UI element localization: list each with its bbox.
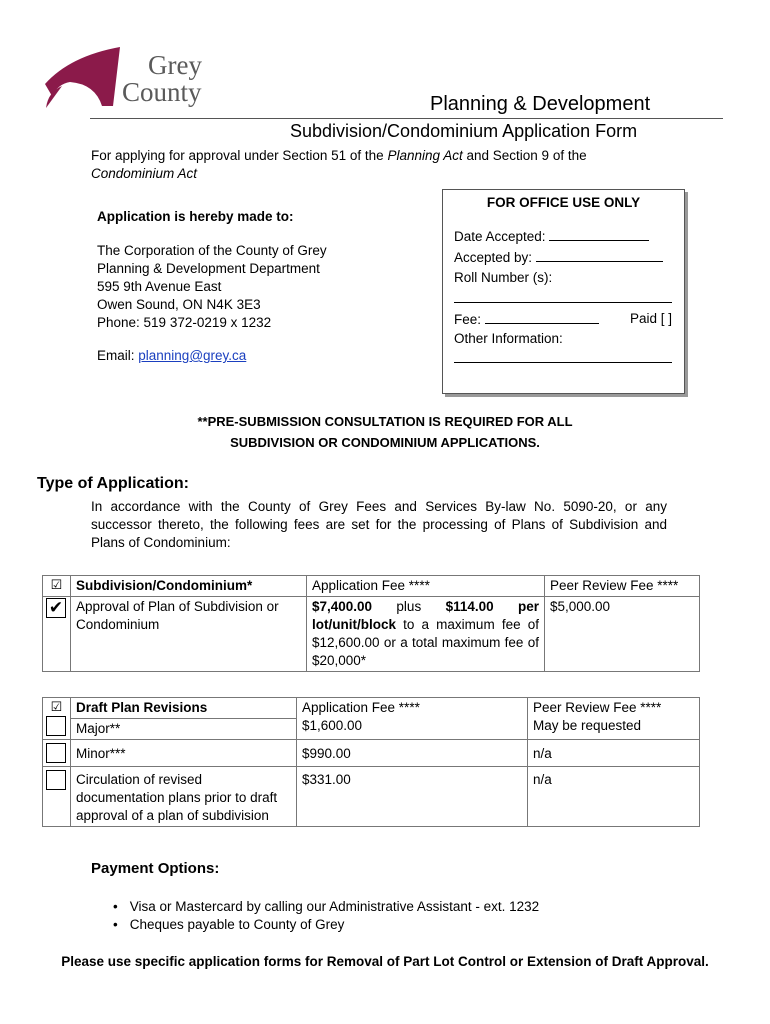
row-peer: n/a	[528, 767, 700, 827]
other-information-blank[interactable]	[454, 350, 672, 366]
list-item: • Visa or Mastercard by calling our Administrative Assistant - ext. 1232	[113, 898, 539, 916]
type-of-application-text: In accordance with the County of Grey Fees and Services By-law No. 5090-20, or any successor thereto, the following fees are set for the processing of Plans of Subdivision and Plans of Condominium:	[91, 499, 667, 550]
payment-options-heading: Payment Options:	[91, 860, 220, 877]
minor-checkbox[interactable]	[46, 743, 66, 763]
fee-field[interactable]: Fee: Paid [ ]	[454, 311, 672, 327]
row-fee: $331.00	[297, 767, 528, 827]
row-item: Approval of Plan of Subdivision or Condominium	[71, 597, 307, 672]
logo-text-county: County	[122, 77, 202, 107]
roll-number-field[interactable]: Roll Number (s):	[454, 270, 553, 285]
row-fee: Application Fee **** $1,600.00	[297, 698, 528, 740]
presubmission-notice: **PRE-SUBMISSION CONSULTATION IS REQUIRED FOR ALL SUBDIVISION OR CONDOMINIUM APPLICATIONS.	[197, 414, 573, 450]
address-line: Planning & Development Department	[97, 261, 320, 276]
address-line: The Corporation of the County of Grey	[97, 243, 327, 258]
row-item: Circulation of revised documentation plans prior to draft approval of a plan of subdivision	[71, 767, 297, 827]
table-row	[43, 740, 700, 767]
payment-options-list	[113, 898, 539, 934]
minor-checkbox-cell	[43, 740, 71, 767]
email-link[interactable]: planning@grey.ca	[138, 348, 247, 363]
logo-text-grey: Grey	[148, 50, 202, 80]
office-use-title: FOR OFFICE USE ONLY	[486, 195, 641, 210]
email-line: Email: planning@grey.ca	[97, 348, 247, 363]
row-peer: n/a	[528, 740, 700, 767]
header-check-icon: ☑	[43, 576, 71, 597]
list-item: • Cheques payable to County of Grey	[113, 916, 539, 934]
footer-note: Please use specific application forms for Removal of Part Lot Control or Extension of Draft Approval.	[61, 954, 709, 969]
other-information-label: Other Information:	[454, 331, 563, 346]
row-item: Major**	[71, 719, 297, 740]
header-item: Subdivision/Condominium*	[71, 576, 307, 597]
circulation-checkbox-cell	[43, 767, 71, 827]
application-heading: Application is hereby made to:	[97, 209, 294, 224]
paid-checkbox[interactable]: Paid [ ]	[629, 311, 672, 326]
accepted-by-field[interactable]: Accepted by:	[454, 249, 663, 265]
row-fee: $7,400.00 plus $114.00 per lot/unit/block to a maximum fee of $12,600.00 or a total maximum fee of $20,000*	[307, 597, 545, 672]
table-row	[43, 767, 700, 827]
header-fee: Application Fee ****	[307, 576, 545, 597]
intro-text: For applying for approval under Section 51 of the Planning Act and Section 9 of the Condominium Act	[91, 148, 587, 181]
circulation-checkbox[interactable]	[46, 770, 66, 790]
page-title: Planning & Development	[430, 93, 651, 115]
row-peer: $5,000.00	[545, 597, 700, 672]
header-divider	[90, 118, 723, 119]
address-line: Phone: 519 372-0219 x 1232	[97, 315, 272, 330]
subdivision-fee-table	[42, 575, 700, 672]
major-checkbox-cell	[43, 698, 71, 740]
header-check-icon: ☑	[50, 699, 63, 714]
row-item: Minor***	[71, 740, 297, 767]
address-block	[97, 242, 327, 332]
table-header-row	[43, 698, 700, 719]
approval-checkbox[interactable]: ✔	[43, 597, 71, 672]
office-use-box	[442, 189, 685, 394]
type-of-application-heading: Type of Application:	[37, 475, 189, 492]
roll-number-blank[interactable]	[454, 290, 672, 306]
header-item: Draft Plan Revisions	[71, 698, 297, 719]
form-title: Subdivision/Condominium Application Form	[290, 121, 638, 141]
row-peer: Peer Review Fee **** May be requested	[528, 698, 700, 740]
major-checkbox[interactable]	[46, 716, 66, 736]
table-header-row	[43, 576, 700, 597]
address-line: 595 9th Avenue East	[97, 279, 222, 294]
date-accepted-field[interactable]: Date Accepted:	[454, 228, 649, 244]
address-line: Owen Sound, ON N4K 3E3	[97, 297, 261, 312]
header-peer: Peer Review Fee ****	[545, 576, 700, 597]
table-row	[43, 597, 700, 672]
row-fee: $990.00	[297, 740, 528, 767]
draft-plan-fee-table	[42, 697, 700, 827]
